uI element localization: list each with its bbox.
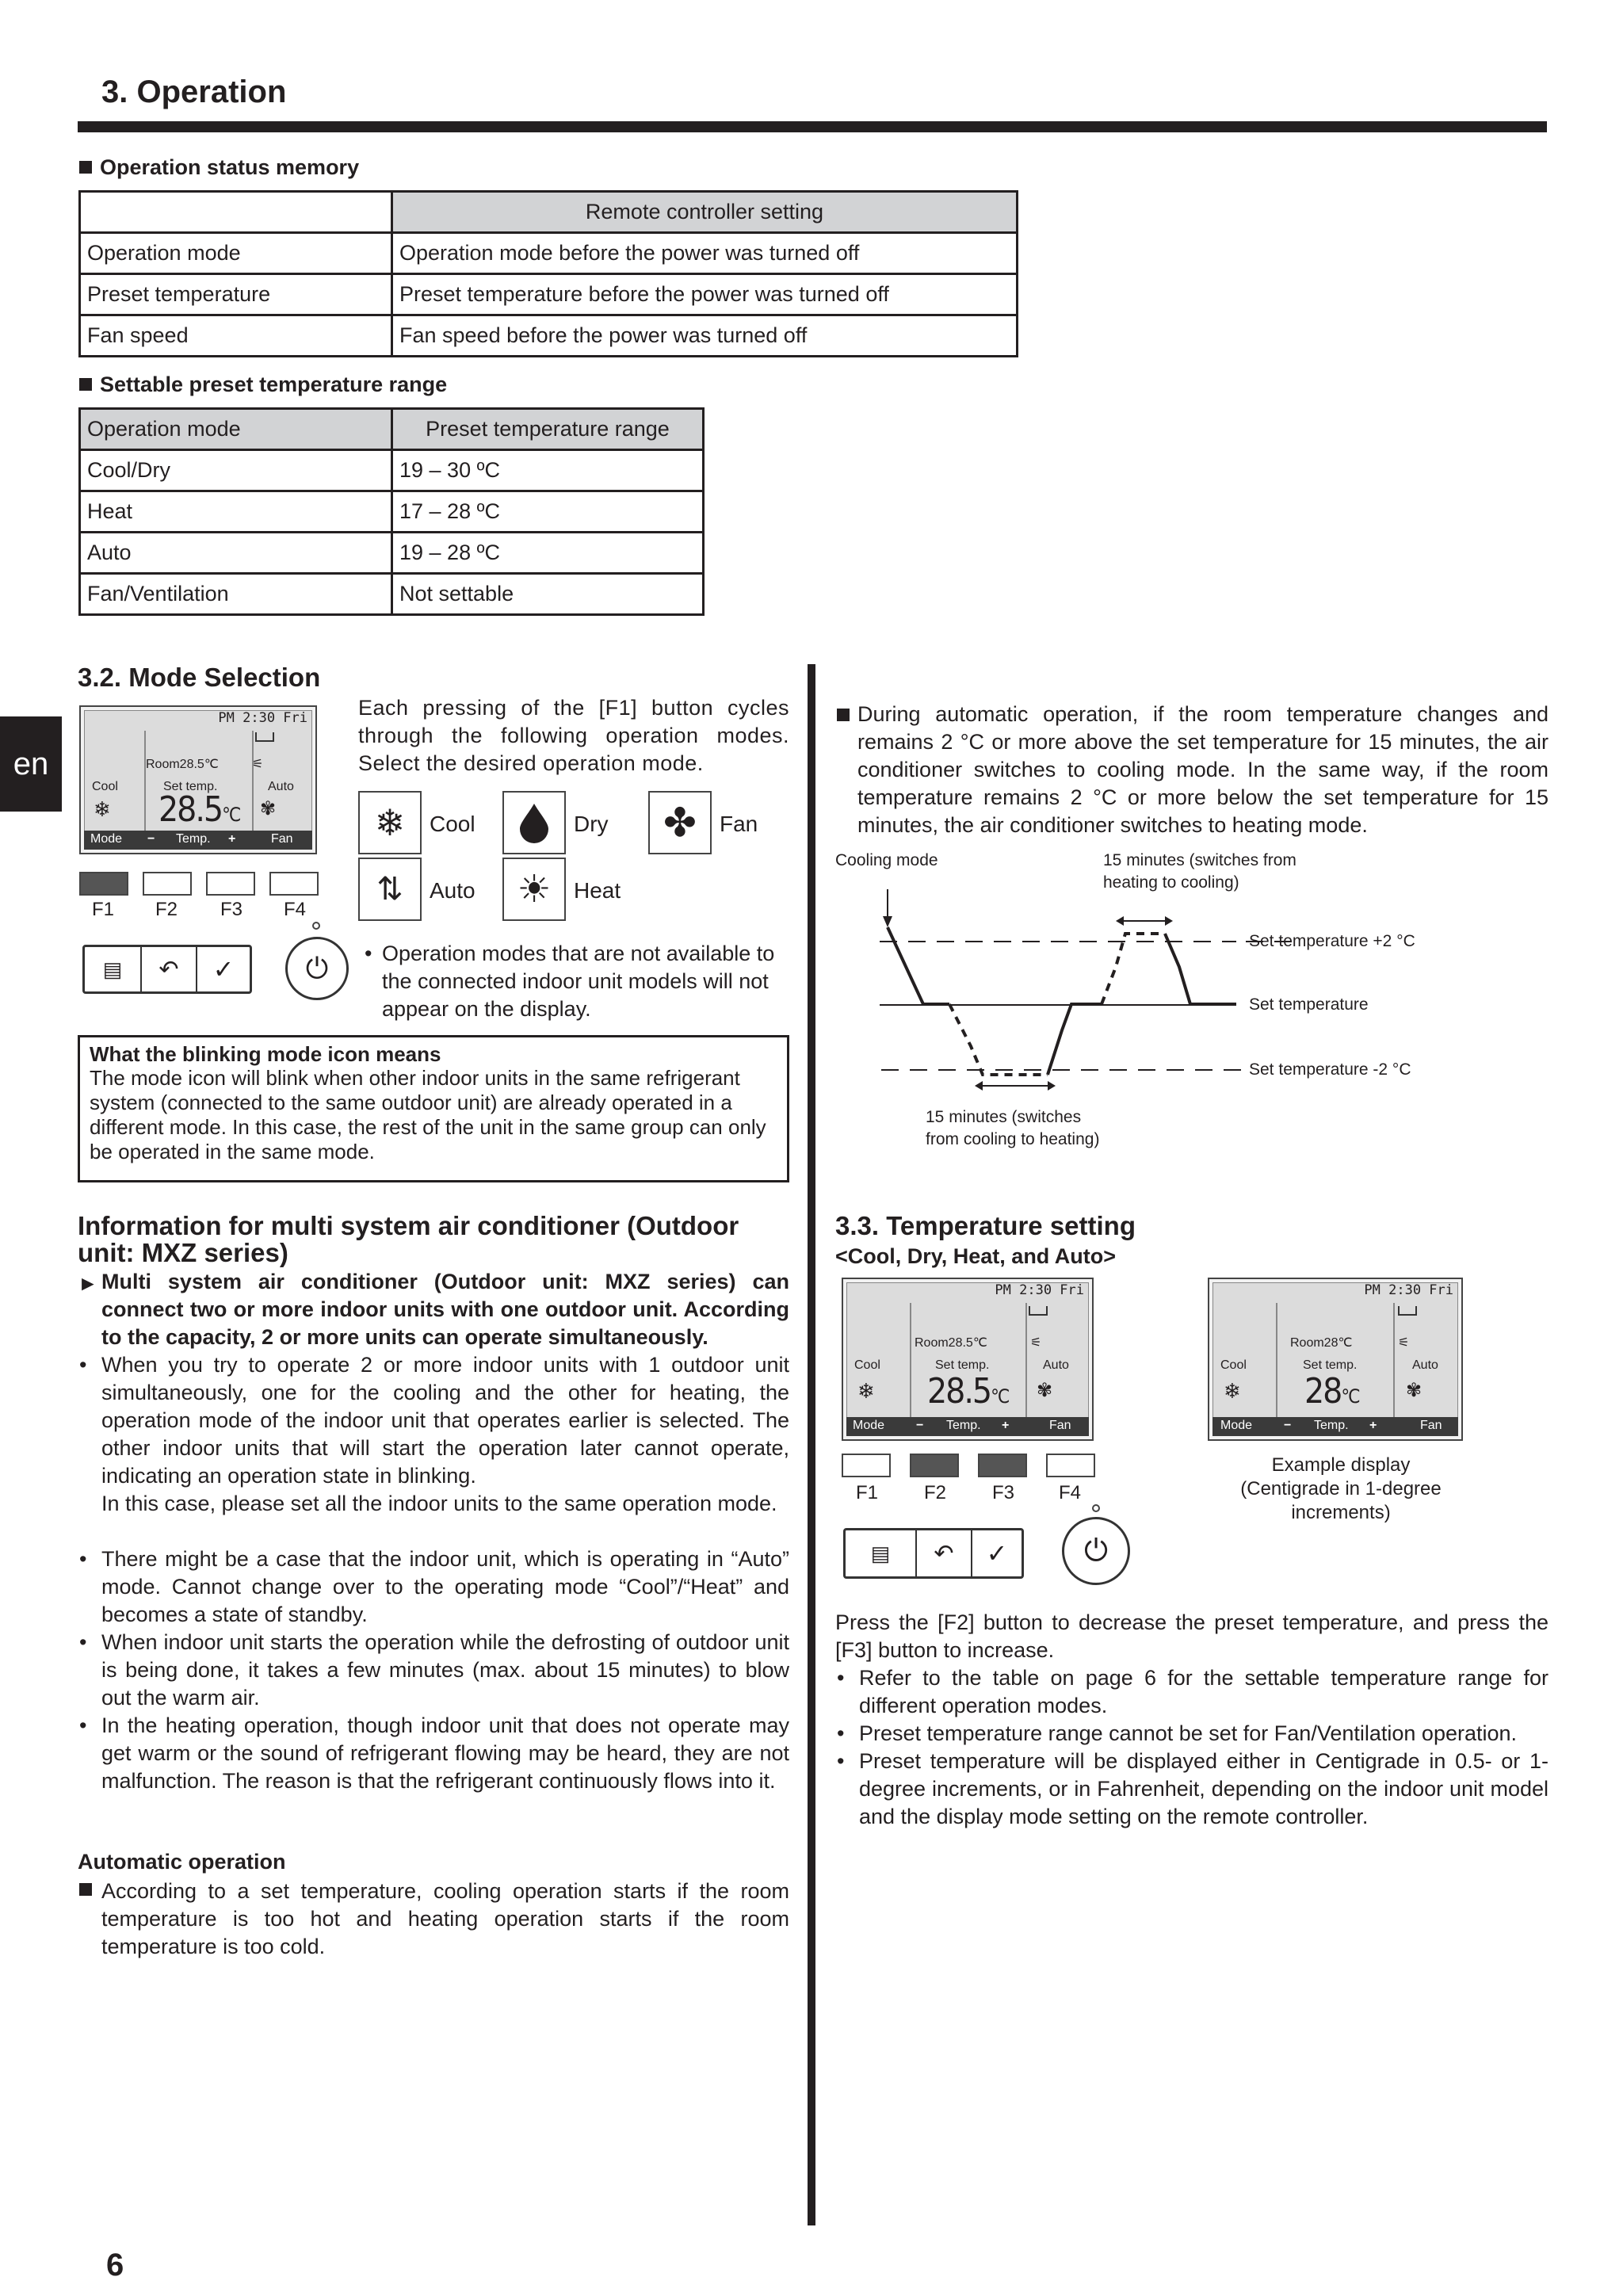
- multi-bullet-4: In the heating operation, though indoor unit that does not operate may get warm or the sound of refrigerant flowing may be heard, they are not malfunction. The reason is that the refrigerant continuously flows into it.: [101, 1713, 789, 1793]
- multi-lead: Multi system air conditioner (Outdoor unit: MXZ series) can connect two or more indoor units with one outdoor unit. According to the capacity, 2 or more units can operate simultaneously.: [101, 1270, 789, 1349]
- label-switch-cool-1: 15 minutes (switches from: [1103, 851, 1296, 869]
- louver-icon: ⚟: [1030, 1336, 1042, 1350]
- table-row: Fan speed Fan speed before the power was turned off: [80, 315, 1018, 357]
- temp-setting-title: 3.3. Temperature setting: [835, 1211, 1136, 1240]
- select-button[interactable]: ✓: [212, 955, 235, 984]
- button-panel: [82, 945, 252, 994]
- example-caption: Example display (Centigrade in 1-degree increments): [1240, 1454, 1442, 1523]
- fan-speed-icon: ✾: [1406, 1380, 1423, 1401]
- label-minus2: Set temperature -2 °C: [1249, 1060, 1411, 1079]
- blinking-info-box: What the blinking mode icon means The mode icon will blink when other indoor units in the same refrigerant system (connected to the same outdoor unit) are already operated in a different mode. In this case, the rest of the unit in the same group can only be operated in the same mode.: [78, 1035, 789, 1182]
- multi-title-l2: unit: MXZ series): [78, 1238, 288, 1267]
- table-row: Fan/Ventilation Not settable: [80, 574, 704, 615]
- f2-key[interactable]: [910, 1454, 959, 1477]
- cool-icon: ❄: [94, 797, 111, 821]
- mode-selection-intro: Each pressing of the [F1] button cycles through the following operation modes. Select the desired operation mode.: [358, 696, 789, 775]
- filter-icon: [255, 732, 274, 742]
- label-plus2: Set temperature +2 °C: [1249, 932, 1415, 950]
- mode-note: Operation modes that are not available to the connected indoor unit models will not appear on the display.: [382, 942, 775, 1021]
- select-button[interactable]: ✓: [986, 1539, 1008, 1568]
- room-temp: Room28.5℃: [146, 758, 219, 771]
- auto-mode-icon: ⇅: [358, 858, 422, 921]
- filter-icon: [1398, 1306, 1417, 1316]
- led-indicator: [1092, 1504, 1100, 1512]
- f1-key[interactable]: [79, 872, 128, 896]
- header-rule: [78, 121, 1547, 132]
- lcd-display-2: PM 2:30 Fri Room28.5℃ ⚟ Cool Set temp. Auto ❄ 28.5℃ ✾ Mode − Temp. + Fan: [842, 1278, 1094, 1441]
- set-temp-value: 28.5℃: [158, 789, 240, 830]
- button-panel: [843, 1528, 1024, 1579]
- col-header: Remote controller setting: [392, 192, 1018, 233]
- status-memory-table: [78, 190, 1018, 357]
- return-button[interactable]: ↶: [917, 1530, 972, 1576]
- f3-key[interactable]: [978, 1454, 1027, 1477]
- fan-speed-icon: ✾: [260, 798, 277, 819]
- cool-icon: ❄: [1224, 1379, 1241, 1403]
- status-memory-heading: Operation status memory: [79, 155, 359, 180]
- language-tab: en: [0, 716, 62, 812]
- table-row: Auto 19 – 28 ºC: [80, 533, 704, 574]
- page-number: 6: [106, 2248, 124, 2283]
- dry-mode-icon: [502, 791, 566, 854]
- menu-button[interactable]: ▤: [846, 1530, 917, 1576]
- temp-range-table: Operation mode Preset temperature range Cool/Dry 19 – 30 ºC Heat 17 – 28 ºC Auto 19 – 28 ºC Fan/Ventilation Not settable: [78, 407, 705, 616]
- lcd-bottom-bar: Mode − Temp. + Fan: [84, 831, 312, 850]
- power-button[interactable]: ⏻: [1062, 1517, 1130, 1585]
- f4-key[interactable]: [1046, 1454, 1095, 1477]
- column-divider: [808, 664, 815, 2225]
- f4-key[interactable]: [269, 872, 319, 896]
- filter-icon: [1029, 1306, 1048, 1316]
- temp-setting-subtitle: <Cool, Dry, Heat, and Auto>: [835, 1244, 1117, 1268]
- label-switch-heat-1: 15 minutes (switches: [926, 1108, 1082, 1126]
- table-row: Operation mode Operation mode before the power was turned off: [80, 233, 1018, 274]
- temp-bullet-3: Preset temperature will be displayed either in Centigrade in 0.5- or 1-degree increments, or in Fahrenheit, depending on the indoor unit model and the display mode setting on the remote controller.: [859, 1749, 1549, 1828]
- arrow-icon: ►: [78, 1271, 98, 1295]
- auto-switch-text: During automatic operation, if the room temperature changes and remains 2 °C or more above the set temperature for 15 minutes, the air conditioner switches to cooling mode. In the same way, if the room temperature remains 2 °C or more below the set temperature for 15 minutes, the air conditioner switches to heating mode.: [857, 702, 1549, 837]
- f2-key[interactable]: [143, 872, 192, 896]
- label-cooling-mode: Cooling mode: [835, 851, 938, 869]
- label-set: Set temperature: [1249, 995, 1369, 1014]
- auto-switch-graph: [824, 848, 1482, 1157]
- page-title: 3. Operation: [101, 74, 287, 109]
- fan-mode-icon: ✤: [648, 791, 712, 854]
- temp-range-heading: Settable preset temperature range: [79, 372, 447, 397]
- louver-icon: ⚟: [252, 758, 264, 771]
- multi-bullet-2: There might be a case that the indoor unit, which is operating in “Auto” mode. Cannot change over to the operating mode “Cool”/“Heat” and becomes a state of standby.: [101, 1547, 789, 1626]
- cool-mode-icon: ❄: [358, 791, 422, 854]
- temp-press-text: Press the [F2] button to decrease the preset temperature, and press the [F3] button to increase.: [835, 1610, 1549, 1662]
- label-switch-heat-2: from cooling to heating): [926, 1130, 1100, 1148]
- louver-icon: ⚟: [1398, 1336, 1410, 1350]
- fan-speed-icon: ✾: [1037, 1380, 1053, 1401]
- power-button[interactable]: ⏻: [285, 937, 349, 1000]
- multi-bullet-3: When indoor unit starts the operation while the defrosting of outdoor unit is being done, it takes a few minutes (max. about 15 minutes) to blow out the warm air.: [101, 1630, 789, 1710]
- table-row: Cool/Dry 19 – 30 ºC: [80, 450, 704, 491]
- menu-button[interactable]: ▤: [85, 947, 142, 991]
- multi-title-l1: Information for multi system air conditioner (Outdoor: [78, 1211, 739, 1240]
- label-switch-cool-2: heating to cooling): [1103, 873, 1239, 892]
- return-button[interactable]: ↶: [142, 947, 197, 991]
- temp-bullet-2: Preset temperature range cannot be set for Fan/Ventilation operation.: [859, 1721, 1518, 1745]
- table-row: Preset temperature Preset temperature before the power was turned off: [80, 274, 1018, 315]
- multi-bullet-1: When you try to operate 2 or more indoor units with 1 outdoor unit simultaneously, one for the cooling and the other for heating, the operation mode of the indoor unit that operates earlier is selected. The other indoor units that will start the operation later cannot operate, indicating an operation state in blinking.: [101, 1353, 789, 1488]
- f3-key[interactable]: [206, 872, 255, 896]
- f1-key[interactable]: [842, 1454, 891, 1477]
- table-row: Heat 17 – 28 ºC: [80, 491, 704, 533]
- lcd-display-3: PM 2:30 Fri Room28℃ ⚟ Cool Set temp. Auto ❄ 28℃ ✾ Mode − Temp. + Fan: [1208, 1278, 1463, 1441]
- cool-icon: ❄: [857, 1379, 875, 1403]
- multi-bullet-1b: In this case, please set all the indoor units to the same operation mode.: [101, 1492, 777, 1515]
- auto-op-title: Automatic operation: [78, 1850, 286, 1874]
- mode-selection-title: 3.2. Mode Selection: [78, 663, 321, 692]
- led-indicator: [312, 922, 320, 930]
- heat-mode-icon: ☀: [502, 858, 566, 921]
- temp-bullet-1: Refer to the table on page 6 for the settable temperature range for different operation modes.: [859, 1666, 1549, 1717]
- lcd-display: PM 2:30 Fri Room28.5℃ ⚟ Cool Set temp. Auto ❄ 28.5℃ ✾ Mode − Temp. + Fan: [79, 705, 317, 854]
- auto-op-text: According to a set temperature, cooling operation starts if the room temperature is too hot and heating operation starts if the room temperature is too cold.: [101, 1879, 789, 1958]
